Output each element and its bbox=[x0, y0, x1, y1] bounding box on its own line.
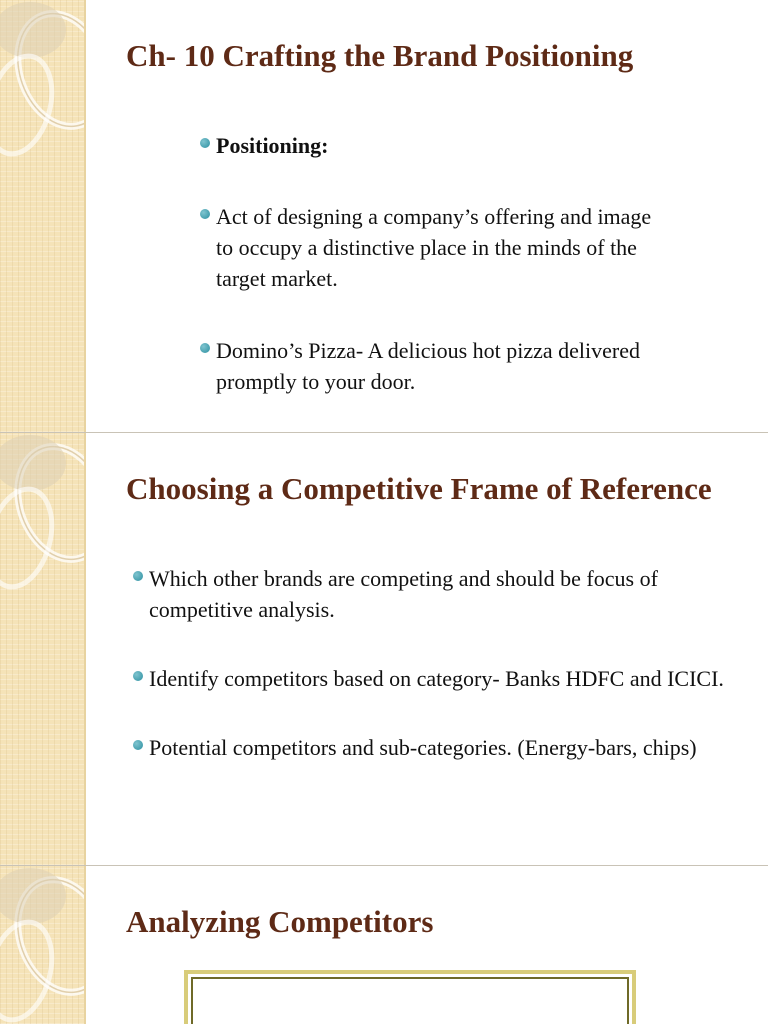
slide-title: Ch- 10 Crafting the Brand Positioning bbox=[126, 38, 634, 73]
bullet-list bbox=[133, 563, 743, 763]
slide-1 bbox=[0, 0, 768, 432]
list-item: Domino’s Pizza- A delicious hot pizza delivered promptly to your door. bbox=[200, 335, 660, 397]
slide-2 bbox=[0, 433, 768, 865]
list-item: Potential competitors and sub-categories. (Energy-bars, chips) bbox=[133, 732, 743, 763]
bullet-icon bbox=[200, 209, 210, 219]
slide-3 bbox=[0, 866, 768, 1024]
decorative-rings-icon bbox=[0, 0, 84, 432]
bullet-icon bbox=[133, 740, 143, 750]
bullet-icon bbox=[133, 671, 143, 681]
slide-title: Choosing a Competitive Frame of Reference bbox=[126, 471, 712, 506]
bullet-icon bbox=[200, 343, 210, 353]
list-item: Act of designing a company’s offering and image to occupy a distinctive place in the minds of the target market. bbox=[200, 201, 660, 294]
slide-title: Analyzing Competitors bbox=[126, 904, 434, 939]
list-item: Identify competitors based on category- Banks HDFC and ICICI. bbox=[133, 663, 743, 694]
decorative-rings-icon bbox=[0, 866, 84, 1024]
decorative-rings-icon bbox=[0, 433, 84, 865]
diagram-frame bbox=[184, 970, 636, 1024]
list-item: Which other brands are competing and should be focus of competitive analysis. bbox=[133, 563, 743, 625]
bullet-icon bbox=[200, 138, 210, 148]
bullet-icon bbox=[133, 571, 143, 581]
decorative-stripe bbox=[0, 433, 86, 865]
list-item: Positioning: bbox=[200, 130, 660, 161]
decorative-stripe bbox=[0, 866, 86, 1024]
decorative-stripe bbox=[0, 0, 86, 432]
diagram-frame-inner bbox=[191, 977, 629, 1024]
bullet-list bbox=[200, 130, 660, 397]
